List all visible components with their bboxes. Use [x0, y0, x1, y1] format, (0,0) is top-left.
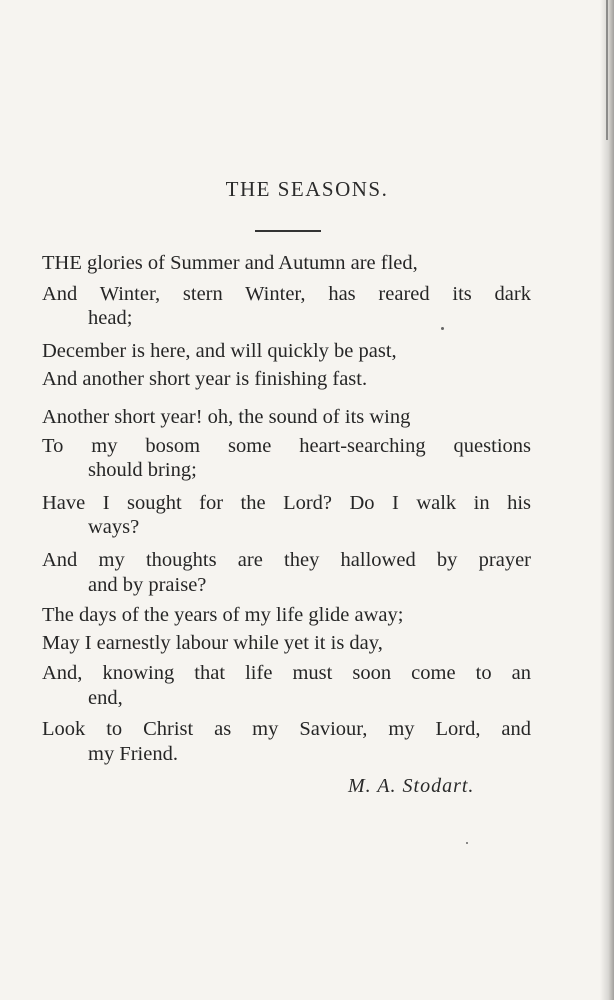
stanza1-line-4: December is here, and will quickly be past, [42, 340, 397, 362]
stanza1-line-2: And Winter, stern Winter, has reared its dark [42, 283, 531, 305]
page-edge-shadow [600, 0, 614, 1000]
stanza2-line-2: To my bosom some heart-searching questions [42, 435, 531, 457]
stanza2-line-13: my Friend. [88, 743, 178, 765]
stanza2-line-1: Another short year! oh, the sound of its wing [42, 406, 411, 428]
poem-title: THE SEASONS. [225, 177, 389, 201]
ink-speck [441, 327, 444, 330]
stanza1-line-1: THE glories of Summer and Autumn are fled, [42, 252, 418, 274]
stanza2-line-5: ways? [88, 516, 140, 538]
stanza2-line-6: And my thoughts are they hallowed by prayer [42, 549, 531, 571]
stanza2-line-4: Have I sought for the Lord? Do I walk in his [42, 492, 531, 514]
stanza2-line-9: May I earnestly labour while yet it is day, [42, 632, 383, 654]
title-rule [255, 230, 321, 232]
stanza2-line-7: and by praise? [88, 574, 207, 596]
ink-speck [466, 842, 468, 844]
stanza1-line-3: head; [88, 307, 133, 329]
page-edge-line [606, 0, 608, 140]
poem-signature: M. A. Stodart. [348, 775, 475, 797]
stanza2-line-11: end, [88, 687, 123, 709]
stanza2-line-8: The days of the years of my life glide away; [42, 604, 404, 626]
stanza1-line-5: And another short year is finishing fast. [42, 368, 368, 390]
stanza2-line-3: should bring; [88, 459, 197, 481]
stanza2-line-10: And, knowing that life must soon come to an [42, 662, 531, 684]
stanza2-line-12: Look to Christ as my Saviour, my Lord, and [42, 718, 531, 740]
